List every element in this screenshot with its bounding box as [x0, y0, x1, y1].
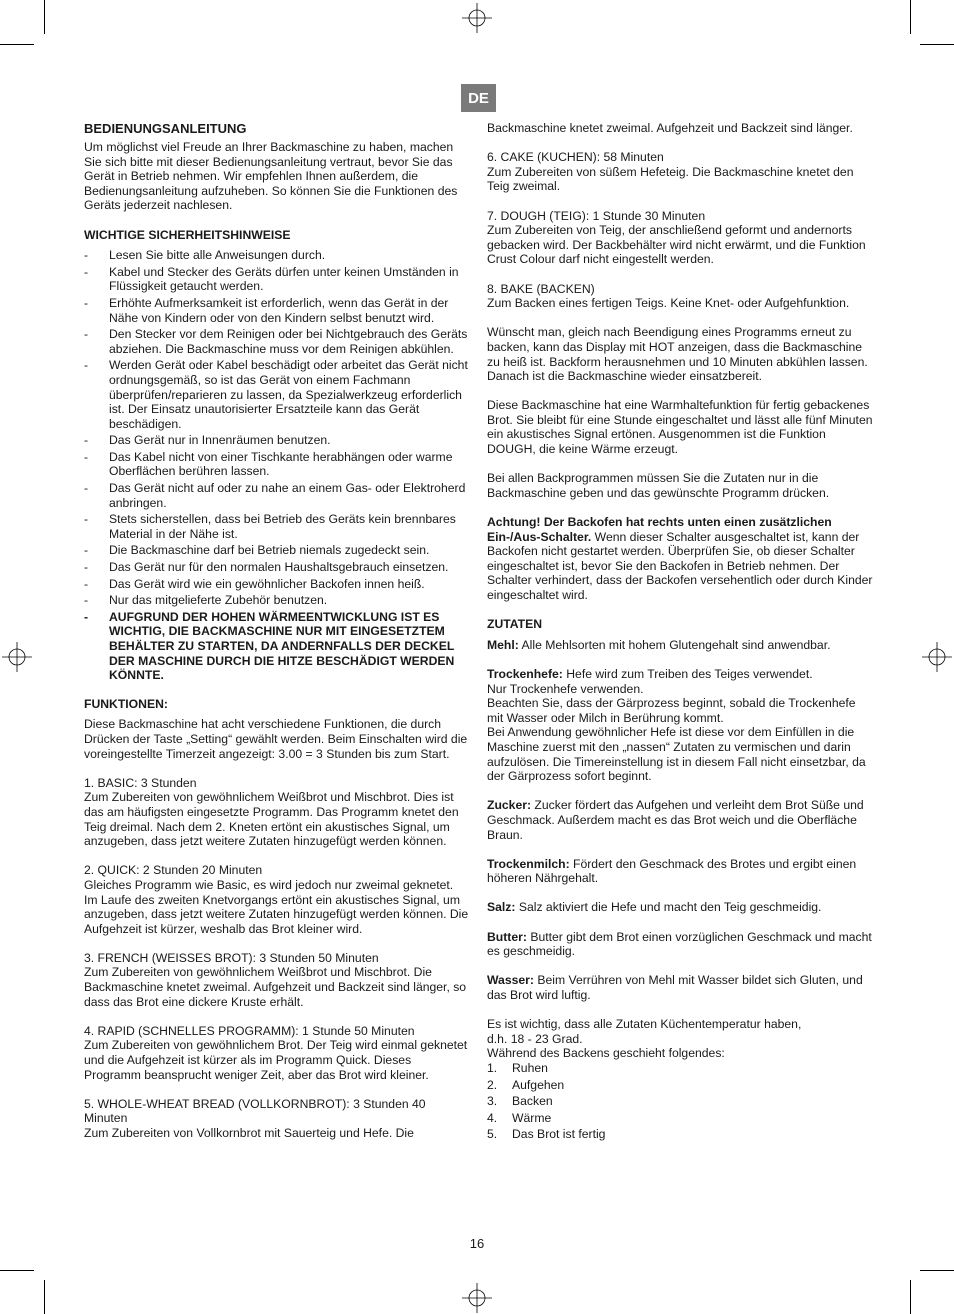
safety-item: - Stets sicherstellen, dass bei Betrieb des Geräts kein brennbares Material in der Nähe ist. [84, 512, 470, 541]
safety-list [84, 248, 470, 683]
baking-steps [487, 1061, 873, 1142]
crop-mark [44, 1280, 45, 1314]
safety-item: - Das Gerät wird wie ein gewöhnlicher Backofen innen heiß. [84, 577, 470, 592]
safety-heading: WICHTIGE SICHERHEITSHINWEISE [84, 227, 291, 242]
ingredients-paragraph: Bei allen Backprogrammen müssen Sie die Zutaten nur in die Backmaschine geben und das gewünschte Programm drücken. [487, 471, 830, 500]
hot-paragraph: Wünscht man, gleich nach Beendigung eines Programms erneut zu backen, kann das Display mit HOT anzeigen, dass die Backmaschine zu heiß ist. Backform herausnehmen und 10 Minuten abkühlen lassen. Danach ist die Backmaschine wieder einsatzbereit. [487, 325, 868, 384]
program-text: Zum Zubereiten von gewöhnlichem Brot. Der Teig wird einmal geknetet und die Aufgehzeit ist kürzer als im Programm Quick. Dieses Programm beansprucht weniger Zeit, aber das Brot wird kleiner. [84, 1038, 468, 1082]
step-text: Aufgehen [512, 1077, 565, 1092]
program-title: 3. FRENCH (WEISSES BROT): 3 Stunden 50 Minuten [84, 950, 379, 965]
manual-title: BEDIENUNGSANLEITUNG [84, 121, 247, 136]
safety-item: - Das Gerät nicht auf oder zu nahe an einem Gas- oder Elektroherd anbringen. [84, 481, 470, 510]
step-text: Das Brot ist fertig [512, 1127, 606, 1142]
salt-text: Salz aktiviert die Hefe und macht den Teig geschmeidig. [515, 900, 822, 915]
step-text: Backen [512, 1094, 553, 1109]
safety-item: - Werden Gerät oder Kabel beschädigt oder arbeitet das Gerät nicht ordnungsgemäß, so ist das Gerät von einem Fachmann überprüfen/reparieren zu lassen, da Spezialwerkzeug erforderlich ist. Der Einsatz unautorisierter Ersatzteile kann das Gerät beschädigen. [84, 358, 470, 431]
program-title: 1. BASIC: 3 Stunden [84, 775, 197, 790]
salt-paragraph [487, 900, 873, 915]
program-text: Zum Zubereiten von Vollkornbrot mit Sauerteig und Hefe. Die [84, 1126, 414, 1140]
crop-mark [910, 0, 911, 34]
flour-text: Alle Mehlsorten mit hohem Glutengehalt sind anwendbar. [518, 637, 831, 652]
program-text: Zum Zubereiten von Teig, der anschließend geformt und andernorts gebacken wird. Der Backbehälter wird nicht erwärmt, und die Funktion Crust Colour darf nicht eingestellt werden. [487, 223, 866, 267]
baking-step [487, 1061, 873, 1076]
registration-mark [462, 3, 492, 33]
crop-mark [0, 1270, 34, 1271]
safety-item: - Das Kabel nicht von einer Tischkante herabhängen oder warme Oberflächen berühren lassen. [84, 450, 470, 479]
temperature-text: d.h. 18 - 23 Grad. [487, 1031, 583, 1046]
water-label: Wasser: [487, 973, 534, 988]
program-text: Zum Zubereiten von süßem Hefeteig. Die Backmaschine knetet den Teig zweimal. [487, 164, 854, 194]
program-title: 8. BAKE (BACKEN) [487, 281, 595, 296]
step-text: Ruhen [512, 1061, 548, 1075]
program-title: 7. DOUGH (TEIG): 1 Stunde 30 Minuten [487, 208, 706, 223]
sugar-paragraph [487, 798, 873, 842]
attention-paragraph [487, 515, 873, 603]
functions-intro: Diese Backmaschine hat acht verschiedene Funktionen, die durch Drücken der Taste „Setting“ gewählt werden. Beim Einschalten wird die voreingestellte Timerzeit angezeigt: 3.00 = 3 Stunden bis zum Start. [84, 717, 468, 761]
water-text: Beim Verrühren von Mehl mit Wasser bildet sich Gluten, und das Brot wird luftig. [487, 973, 863, 1003]
water-paragraph [487, 973, 873, 1002]
attention-text: Wenn dieser Schalter ausgeschaltet ist, kann der Backofen nicht gestartet werden. Überprüfen Sie, ob dieser Schalter eingeschaltet ist, bevor Sie den Backofen in Betrieb nehmen. Der Schalter verhindert, dass der Backofen versehentlich oder durch Kinder eingeschaltet wird. [487, 529, 873, 602]
baking-step [487, 1127, 873, 1142]
milk-text: Fördert den Geschmack des Brotes und ergibt einen höheren Nährgehalt. [487, 856, 857, 886]
program-text: Gleiches Programm wie Basic, es wird jedoch nur zweimal geknetet. Im Laufe des zweiten Knetvorgangs ertönt ein akustisches Signal, um anzugeben, dass jetzt weitere Zutaten hinzugefügt werden können. Die Aufgehzeit ist kürzer, weshalb das Brot kleiner wird. [84, 877, 469, 936]
program-title: 4. RAPID (SCHNELLES PROGRAMM): 1 Stunde 50 Minuten [84, 1023, 415, 1038]
yeast-paragraph [487, 667, 873, 784]
flour-label: Mehl: [487, 637, 519, 652]
butter-text: Butter gibt dem Brot einen vorzüglichen Geschmack und macht es geschmeidig. [487, 929, 872, 959]
baking-step [487, 1111, 873, 1126]
step-number: 4. [487, 1110, 498, 1125]
program-title: 2. QUICK: 2 Stunden 20 Minuten [84, 863, 263, 878]
left-column [84, 121, 470, 1141]
attention-label: Achtung! Der Backofen hat rechts unten einen zusätzlichen Ein-/Aus-Schalter. [487, 515, 832, 544]
safety-warning: - AUFGRUND DER HOHEN WÄRMEENTWICKLUNG IST ES WICHTIG, DIE BACKMASCHINE NUR MIT EINGESETZTEM BEHÄLTER ZU STARTEN, DA ANDERNFALLS DER DECKEL DER MASCHINE DURCH DIE HITZE BESCHÄDIGT WERDEN KÖNNTE. [84, 610, 470, 683]
keep-warm-paragraph: Diese Backmaschine hat eine Warmhaltefunktion für fertig gebackenes Brot. Sie bleibt für eine Stunde eingeschaltet und lässt alle fünf Minuten ein akustisches Signal ertönen. Ausgenommen ist die Funktion DOUGH, die keine Wärme erzeugt. [487, 398, 873, 457]
safety-item: - Kabel und Stecker des Geräts dürfen unter keinen Umständen in Flüssigkeit getaucht werden. [84, 265, 470, 294]
step-number: 2. [487, 1077, 498, 1092]
baking-step [487, 1094, 873, 1109]
program-title: 5. WHOLE-WHEAT BREAD (VOLLKORNBROT): 3 Stunden 40 Minuten [84, 1096, 426, 1126]
functions-heading: FUNKTIONEN: [84, 696, 168, 711]
flour-paragraph [487, 638, 873, 653]
program-text: Zum Zubereiten von gewöhnlichem Weißbrot und Mischbrot. Die Backmaschine knetet zweimal. Aufgehzeit und Backzeit sind länger, so dass das Brot eine dickere Kruste erhält. [84, 965, 467, 1009]
crop-mark [920, 44, 954, 45]
yeast-text: Nur Trockenhefe verwenden. [487, 681, 644, 696]
step-number: 1. [487, 1061, 498, 1075]
step-text: Wärme [512, 1110, 552, 1125]
butter-label: Butter: [487, 929, 527, 944]
program-title: 6. CAKE (KUCHEN): 58 Minuten [487, 150, 664, 165]
registration-mark [922, 642, 952, 672]
continued-text: Backmaschine knetet zweimal. Aufgehzeit und Backzeit sind länger. [487, 121, 853, 135]
crop-mark [44, 0, 45, 34]
temperature-text: Es ist wichtig, dass alle Zutaten Küchentemperatur haben, [487, 1017, 802, 1032]
step-number: 5. [487, 1127, 498, 1142]
safety-item: - Das Gerät nur in Innenräumen benutzen. [84, 433, 470, 448]
program-text: Zum Zubereiten von gewöhnlichem Weißbrot und Mischbrot. Dies ist das am häufigsten eingesetzte Programm. Das Programm knetet den Teig dreimal. Nach dem 2. Kneten ertönt ein akustisches Signal, um anzugeben, dass jetzt weitere Zutaten hinzugefügt werden können. [84, 790, 459, 849]
butter-paragraph [487, 930, 873, 959]
steps-intro: Während des Backens geschieht folgendes: [487, 1046, 725, 1061]
yeast-label: Trockenhefe: [487, 666, 563, 681]
yeast-text: Beachten Sie, dass der Gärprozess beginnt, sobald die Trockenhefe mit Wasser oder Milch in Berührung kommt. [487, 696, 856, 725]
milk-label: Trockenmilch: [487, 856, 570, 871]
yeast-text: Hefe wird zum Treiben des Teiges verwendet. [562, 666, 813, 681]
safety-item: - Erhöhte Aufmerksamkeit ist erforderlich, wenn das Gerät in der Nähe von Kindern oder von den Kindern selbst benutzt wird. [84, 296, 470, 325]
step-number: 3. [487, 1094, 498, 1109]
ingredients-heading: ZUTATEN [487, 617, 543, 632]
right-column [487, 121, 873, 1144]
page-number: 16 [469, 1236, 485, 1251]
language-badge: DE [461, 84, 496, 112]
crop-mark [920, 1270, 954, 1271]
sugar-text: Zucker fördert das Aufgehen und verleiht dem Brot Süße und Geschmack. Außerdem macht es das Brot weich und die Oberfläche Braun. [487, 798, 864, 842]
baking-step [487, 1078, 873, 1093]
salt-label: Salz: [487, 900, 516, 915]
yeast-text: Bei Anwendung gewöhnlicher Hefe ist diese vor dem Einfüllen in die Maschine zuerst mit den „nassen“ Zutaten zu vermischen und darin aufzulösen. Die Timereinstellung ist in diesem Fall nicht einsetzbar, da der Gärprozess sofort beginnt. [487, 725, 866, 784]
crop-mark [0, 44, 34, 45]
crop-mark [910, 1280, 911, 1314]
registration-mark [2, 642, 32, 672]
safety-item: - Lesen Sie bitte alle Anweisungen durch. [84, 248, 470, 263]
safety-item: - Die Backmaschine darf bei Betrieb niemals zugedeckt sein. [84, 543, 470, 558]
safety-item: - Den Stecker vor dem Reinigen oder bei Nichtgebrauch des Geräts abziehen. Die Backmaschine muss vor dem Reinigen abkühlen. [84, 327, 470, 356]
safety-item: - Nur das mitgelieferte Zubehör benutzen. [84, 593, 470, 608]
program-text: Zum Backen eines fertigen Teigs. Keine Knet- oder Aufgehfunktion. [487, 296, 850, 311]
intro-paragraph: Um möglichst viel Freude an Ihrer Backmaschine zu haben, machen Sie sich bitte mit dieser Bedienungsanleitung vertraut, bevor Sie das Gerät in Betrieb nehmen. Wir empfehlen Ihnen außerdem, die Bedienungsanleitung aufzuheben. So können Sie die Funktionen des Geräts jederzeit nachlesen. [84, 140, 458, 213]
registration-mark [462, 1283, 492, 1313]
sugar-label: Zucker: [487, 798, 532, 813]
milk-paragraph [487, 857, 873, 886]
safety-item: - Das Gerät nur für den normalen Haushaltsgebrauch einsetzen. [84, 560, 470, 575]
